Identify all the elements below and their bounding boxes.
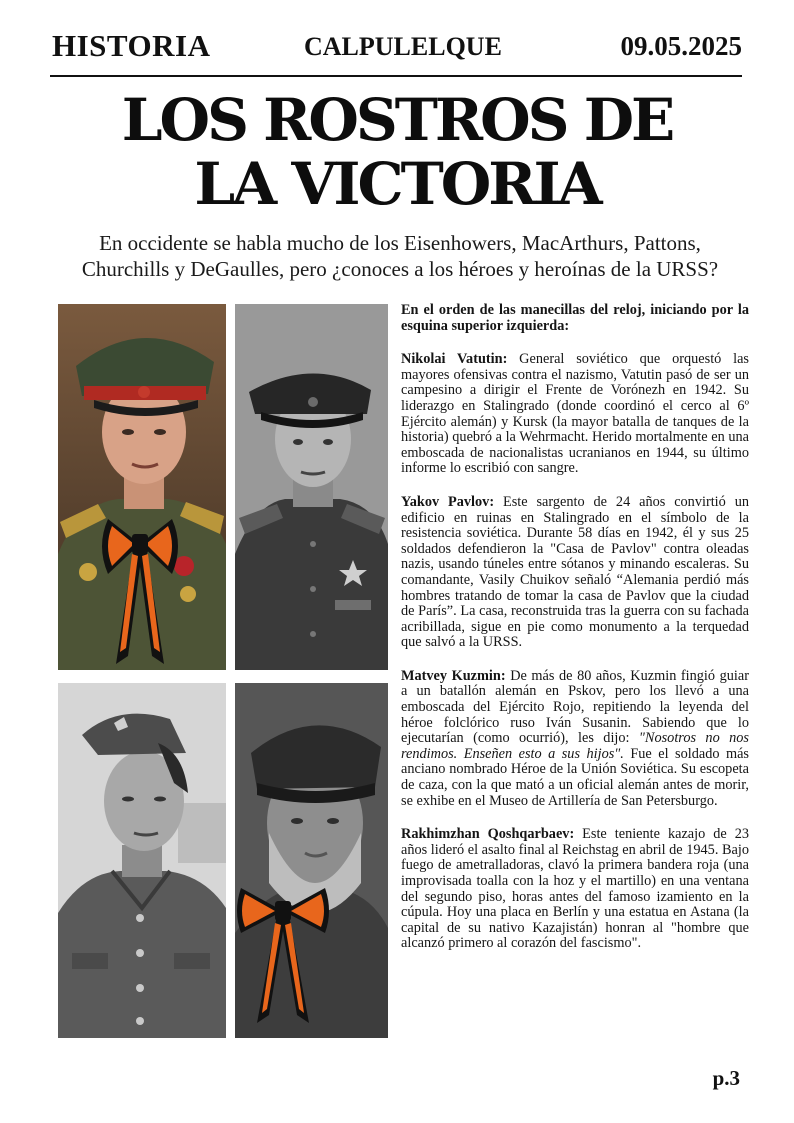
bio-qoshqarbaev	[401, 827, 749, 952]
section-label: HISTORIA	[52, 28, 211, 63]
page-number: p.3	[712, 1066, 740, 1090]
article-subtitle	[60, 230, 740, 282]
bio-vatutin	[401, 352, 749, 477]
bio-text: Este teniente kazajo de 23 años lideró el asalto final al Reichstag en abril de 1945. Bajo fuego de ametralladoras, clavó la primera bandera roja (una improvisada toalla con la hoz y el martillo) en una ventana del segundo piso, horas antes del famoso izamiento en la cúpula. Hoy una placa en Berlín y una estatua en Astana (la capital de su nativo Kazajistán) honran al "hombre que alcanzó primero al corazón del fascismo".	[401, 826, 749, 952]
bio-kuzmin	[401, 669, 749, 809]
portrait-pavlov	[235, 304, 388, 670]
article-body	[401, 303, 749, 970]
subtitle-line-2: Churchills y DeGaulles, pero ¿conoces a los héroes y heroínas de la URSS?	[81, 257, 719, 281]
subtitle-line-1: En occidente se habla mucho de los Eisenhowers, MacArthurs, Pattons,	[99, 231, 701, 255]
bio-text-continued: Fue el soldado más anciano nombrado Héroe de la Unión Soviética. Su escopeta de caza, con la que mató a un oficial alemán antes de morir, se exhibe en el Museo de Artillería de San Petersburgo.	[401, 745, 749, 809]
article-title	[0, 88, 794, 216]
bio-text: De más de 80 años, Kuzmin fingió guiar a un batallón alemán en Pskov, pero los llevó a una emboscada del Ejército Rojo, repitiendo la leyenda del héroe folclórico ruso Iván Susanin. Sabiendo que lo ejecutarían (como ocurrió), les dijo:	[401, 667, 749, 747]
bio-name: Matvey Kuzmin:	[401, 667, 506, 684]
masthead	[52, 28, 742, 68]
bio-name: Rakhimzhan Qoshqarbaev:	[401, 826, 575, 843]
portrait-qoshqarbaev	[58, 683, 226, 1038]
bio-name: Nikolai Vatutin:	[401, 351, 508, 368]
header-divider	[50, 75, 742, 77]
issue-date: 09.05.2025	[620, 31, 742, 61]
bio-text: General soviético que orquestó las mayores ofensivas contra el nazismo, Vatutin pasó de ser un campesino a dirigir el Frente de Vorónezh en 1942. Su liderazgo en Stalingrado (donde coordinó el cerco al 6º Ejército alemán) y Kursk (la mayor batalla de tanques de la historia) quebró a la Wehrmacht. Herido mortalmente en una emboscada de nacionalistas ucranianos en 1944, su último informe lo escribió con sangre.	[401, 351, 749, 477]
bio-name: Yakov Pavlov:	[401, 493, 495, 510]
intro-paragraph: En el orden de las manecillas del reloj, iniciando por la esquina superior izquierda:	[401, 302, 749, 334]
publication-name: CALPULELQUE	[304, 32, 502, 61]
bio-pavlov	[401, 495, 749, 651]
portrait-vatutin	[58, 304, 226, 670]
bio-quote: "Nosotros no nos rendimos. Enseñen esto a sus hijos".	[401, 730, 749, 762]
title-line-1: LOS ROSTROS DE	[121, 86, 673, 154]
portrait-kuzmin	[235, 683, 388, 1038]
bio-text: Este sargento de 24 años convirtió un edificio en ruinas en Stalingrado en el símbolo de la resistencia soviética. Durante 58 días en 1942, él y sus 25 soldados defendieron la "Casa de Pavlov" contra oleadas nazis, usando túneles entre sótanos y minando escaleras. Su comandante, Vasily Chuikov señaló “Alemania perdió más hombres tratando de tomar la casa de Pavlov que la ciudad de París”. La casa, reconstruida tras la guerra con su fachada acribillada, sigue en pie como monumento a la terquedad que salvó a la URSS.	[401, 493, 749, 651]
title-line-2: LA VICTORIA	[194, 150, 600, 218]
